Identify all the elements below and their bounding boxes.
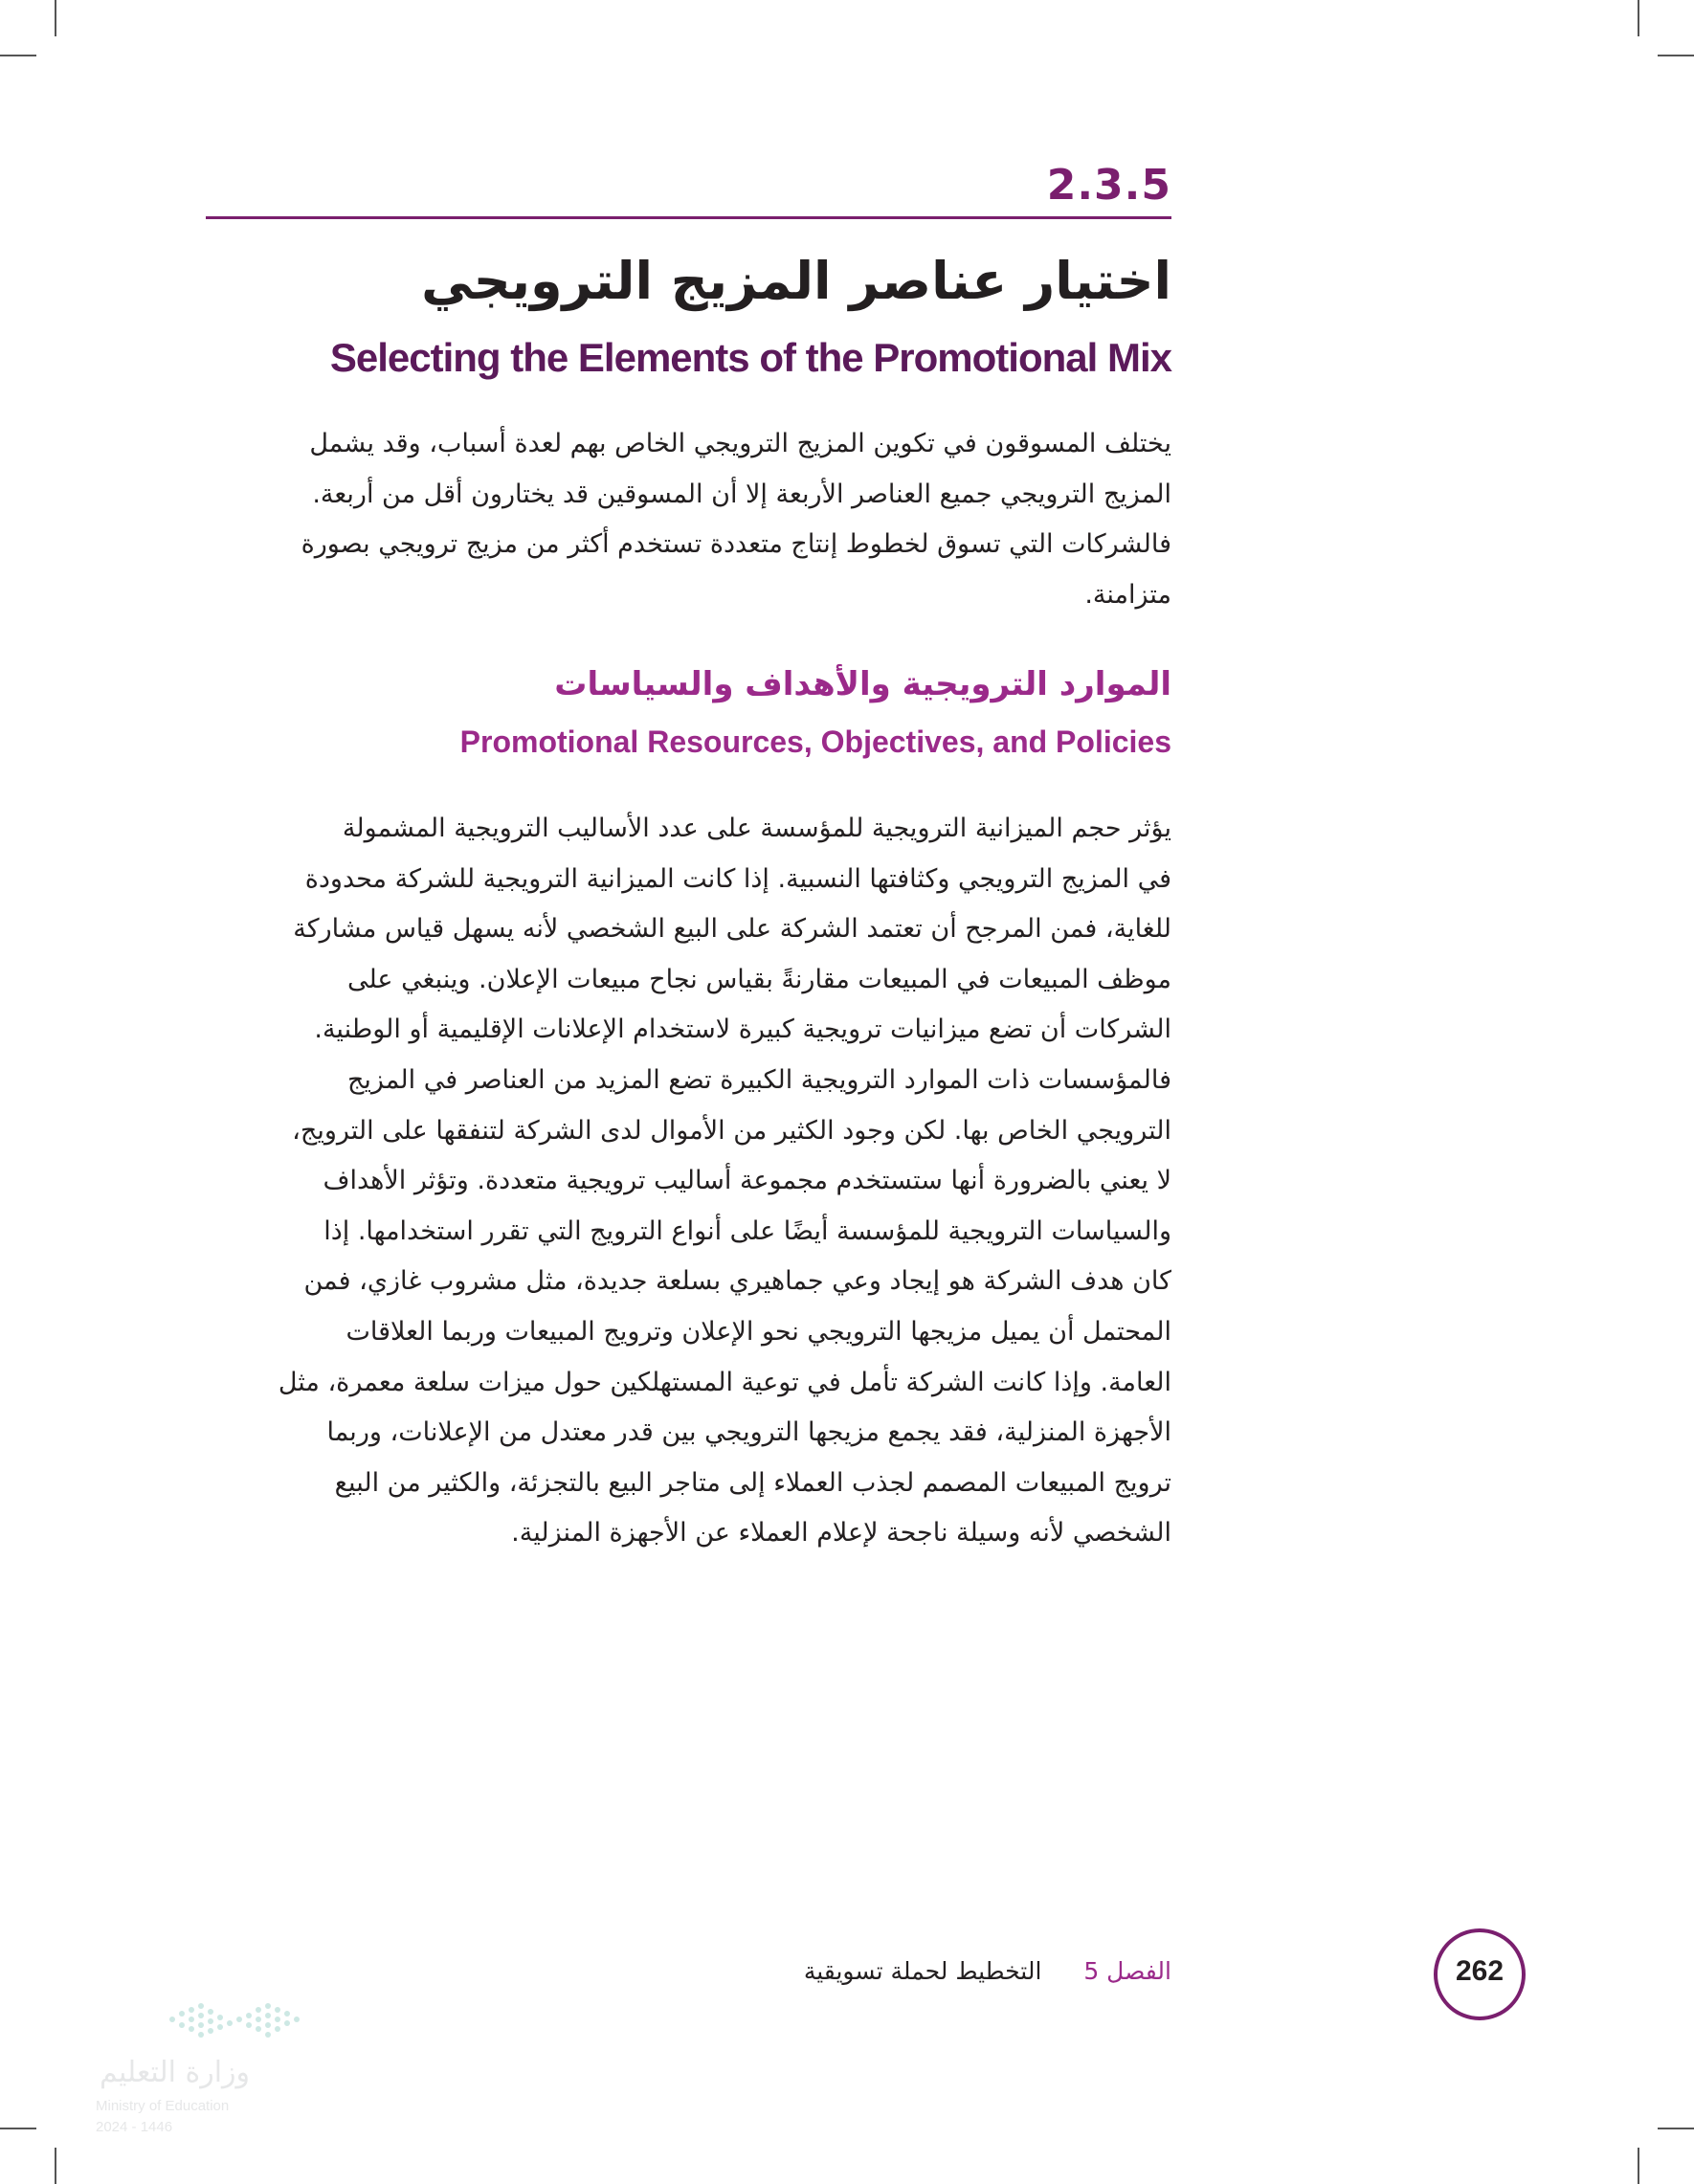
paragraph-line: متزامنة.	[1084, 579, 1171, 610]
section-title-arabic: اختيار عناصر المزيج الترويجي	[421, 251, 1171, 311]
paragraph-line: المحتمل أن يميل مزيجها الترويجي نحو الإعلان وترويج المبيعات وربما العلاقات	[345, 1316, 1171, 1347]
page-number-badge	[1434, 1928, 1526, 2020]
section-title-english: Selecting the Elements of the Promotional Mix	[329, 335, 1171, 380]
paragraph-line: العامة. وإذا كانت الشركة تأمل في توعية المستهلكين حول ميزات سلعة معمرة، مثل	[278, 1367, 1171, 1397]
section-number: 2.3.5	[1046, 161, 1171, 210]
paragraph-line: فالشركات التي تسوق لخطوط إنتاج متعددة تستخدم أكثر من مزيج ترويجي بصورة	[301, 529, 1171, 560]
paragraph-line: لا يعني بالضرورة أنها ستستخدم مجموعة أساليب ترويجية متعددة. وتؤثر الأهداف	[323, 1166, 1171, 1196]
paragraph-line: للغاية، فمن المرجح أن تعتمد الشركة على البيع الشخصي لأنه يسهل قياس مشاركة	[293, 914, 1171, 945]
crop-mark	[0, 2128, 36, 2129]
paragraph-line: كان هدف الشركة هو إيجاد وعي جماهيري بسلعة جديدة، مثل مشروب غازي، فمن	[303, 1266, 1171, 1297]
intro-paragraph	[206, 419, 1171, 620]
logo-ministry-english: Ministry of Education	[96, 2098, 230, 2114]
paragraph-line: الشركات أن تضع ميزانيات ترويجية كبيرة لاستخدام الإعلانات الإقليمية أو الوطنية.	[314, 1014, 1171, 1045]
crop-mark	[1658, 55, 1694, 56]
crop-mark	[0, 55, 36, 56]
crop-mark	[55, 0, 56, 36]
subsection-title-english: Promotional Resources, Objectives, and Policies	[459, 724, 1171, 759]
body-paragraph	[206, 804, 1171, 1559]
paragraph-line: في المزيج الترويجي وكثافتها النسبية. إذا كانت الميزانية الترويجية للشركة محدودة	[304, 863, 1171, 894]
paragraph-line: موظف المبيعات في المبيعات مقارنةً بقياس نجاح مبيعات الإعلان. وينبغي على	[346, 964, 1171, 994]
chapter-label: الفصل 5	[1083, 1957, 1171, 1985]
paragraph-line: الترويجي الخاص بها. لكن وجود الكثير من الأموال لدى الشركة لتنفقها على الترويج،	[292, 1115, 1171, 1146]
paragraph-line: الشخصي لأنه وسيلة ناجحة لإعلام العملاء عن الأجهزة المنزلية.	[511, 1518, 1171, 1549]
crop-mark	[1638, 0, 1639, 36]
chapter-footer	[804, 1957, 1171, 1985]
paragraph-line: يؤثر حجم الميزانية الترويجية للمؤسسة على عدد الأساليب الترويجية المشمولة	[342, 813, 1171, 843]
paragraph-line: الأجهزة المنزلية، فقد يجمع مزيجها الترويجي بين قدر معتدل من الإعلانات، وربما	[326, 1417, 1171, 1448]
logo-year: 2024 - 1446	[96, 2119, 173, 2135]
crop-mark	[1658, 2128, 1694, 2129]
chapter-title: التخطيط لحملة تسويقية	[803, 1957, 1042, 1985]
page-number: 262	[1455, 1955, 1505, 1987]
paragraph-line: والسياسات الترويجية للمؤسسة أيضًا على أنواع الترويج التي تقرر استخدامها. إذا	[323, 1215, 1171, 1246]
section-divider	[206, 216, 1171, 219]
logo-ministry-arabic: وزارة التعليم	[100, 2056, 251, 2089]
paragraph-line: المزيج الترويجي جميع العناصر الأربعة إلا أن المسوقين قد يختارون أقل من أربعة.	[312, 479, 1171, 509]
logo-dots-icon	[167, 1991, 310, 2048]
ministry-logo	[80, 1991, 329, 2173]
paragraph-line: يختلف المسوقون في تكوين المزيج الترويجي الخاص بهم لعدة أسباب، وقد يشمل	[309, 429, 1171, 458]
crop-mark	[55, 2148, 56, 2184]
paragraph-line: ترويج المبيعات المصمم لجذب العملاء إلى متاجر البيع بالتجزئة، والكثير من البيع	[334, 1467, 1171, 1498]
paragraph-line: فالمؤسسات ذات الموارد الترويجية الكبيرة تضع المزيد من العناصر في المزيج	[346, 1064, 1171, 1095]
crop-mark	[1638, 2148, 1639, 2184]
subsection-title-arabic: الموارد الترويجية والأهداف والسياسات	[554, 665, 1171, 703]
